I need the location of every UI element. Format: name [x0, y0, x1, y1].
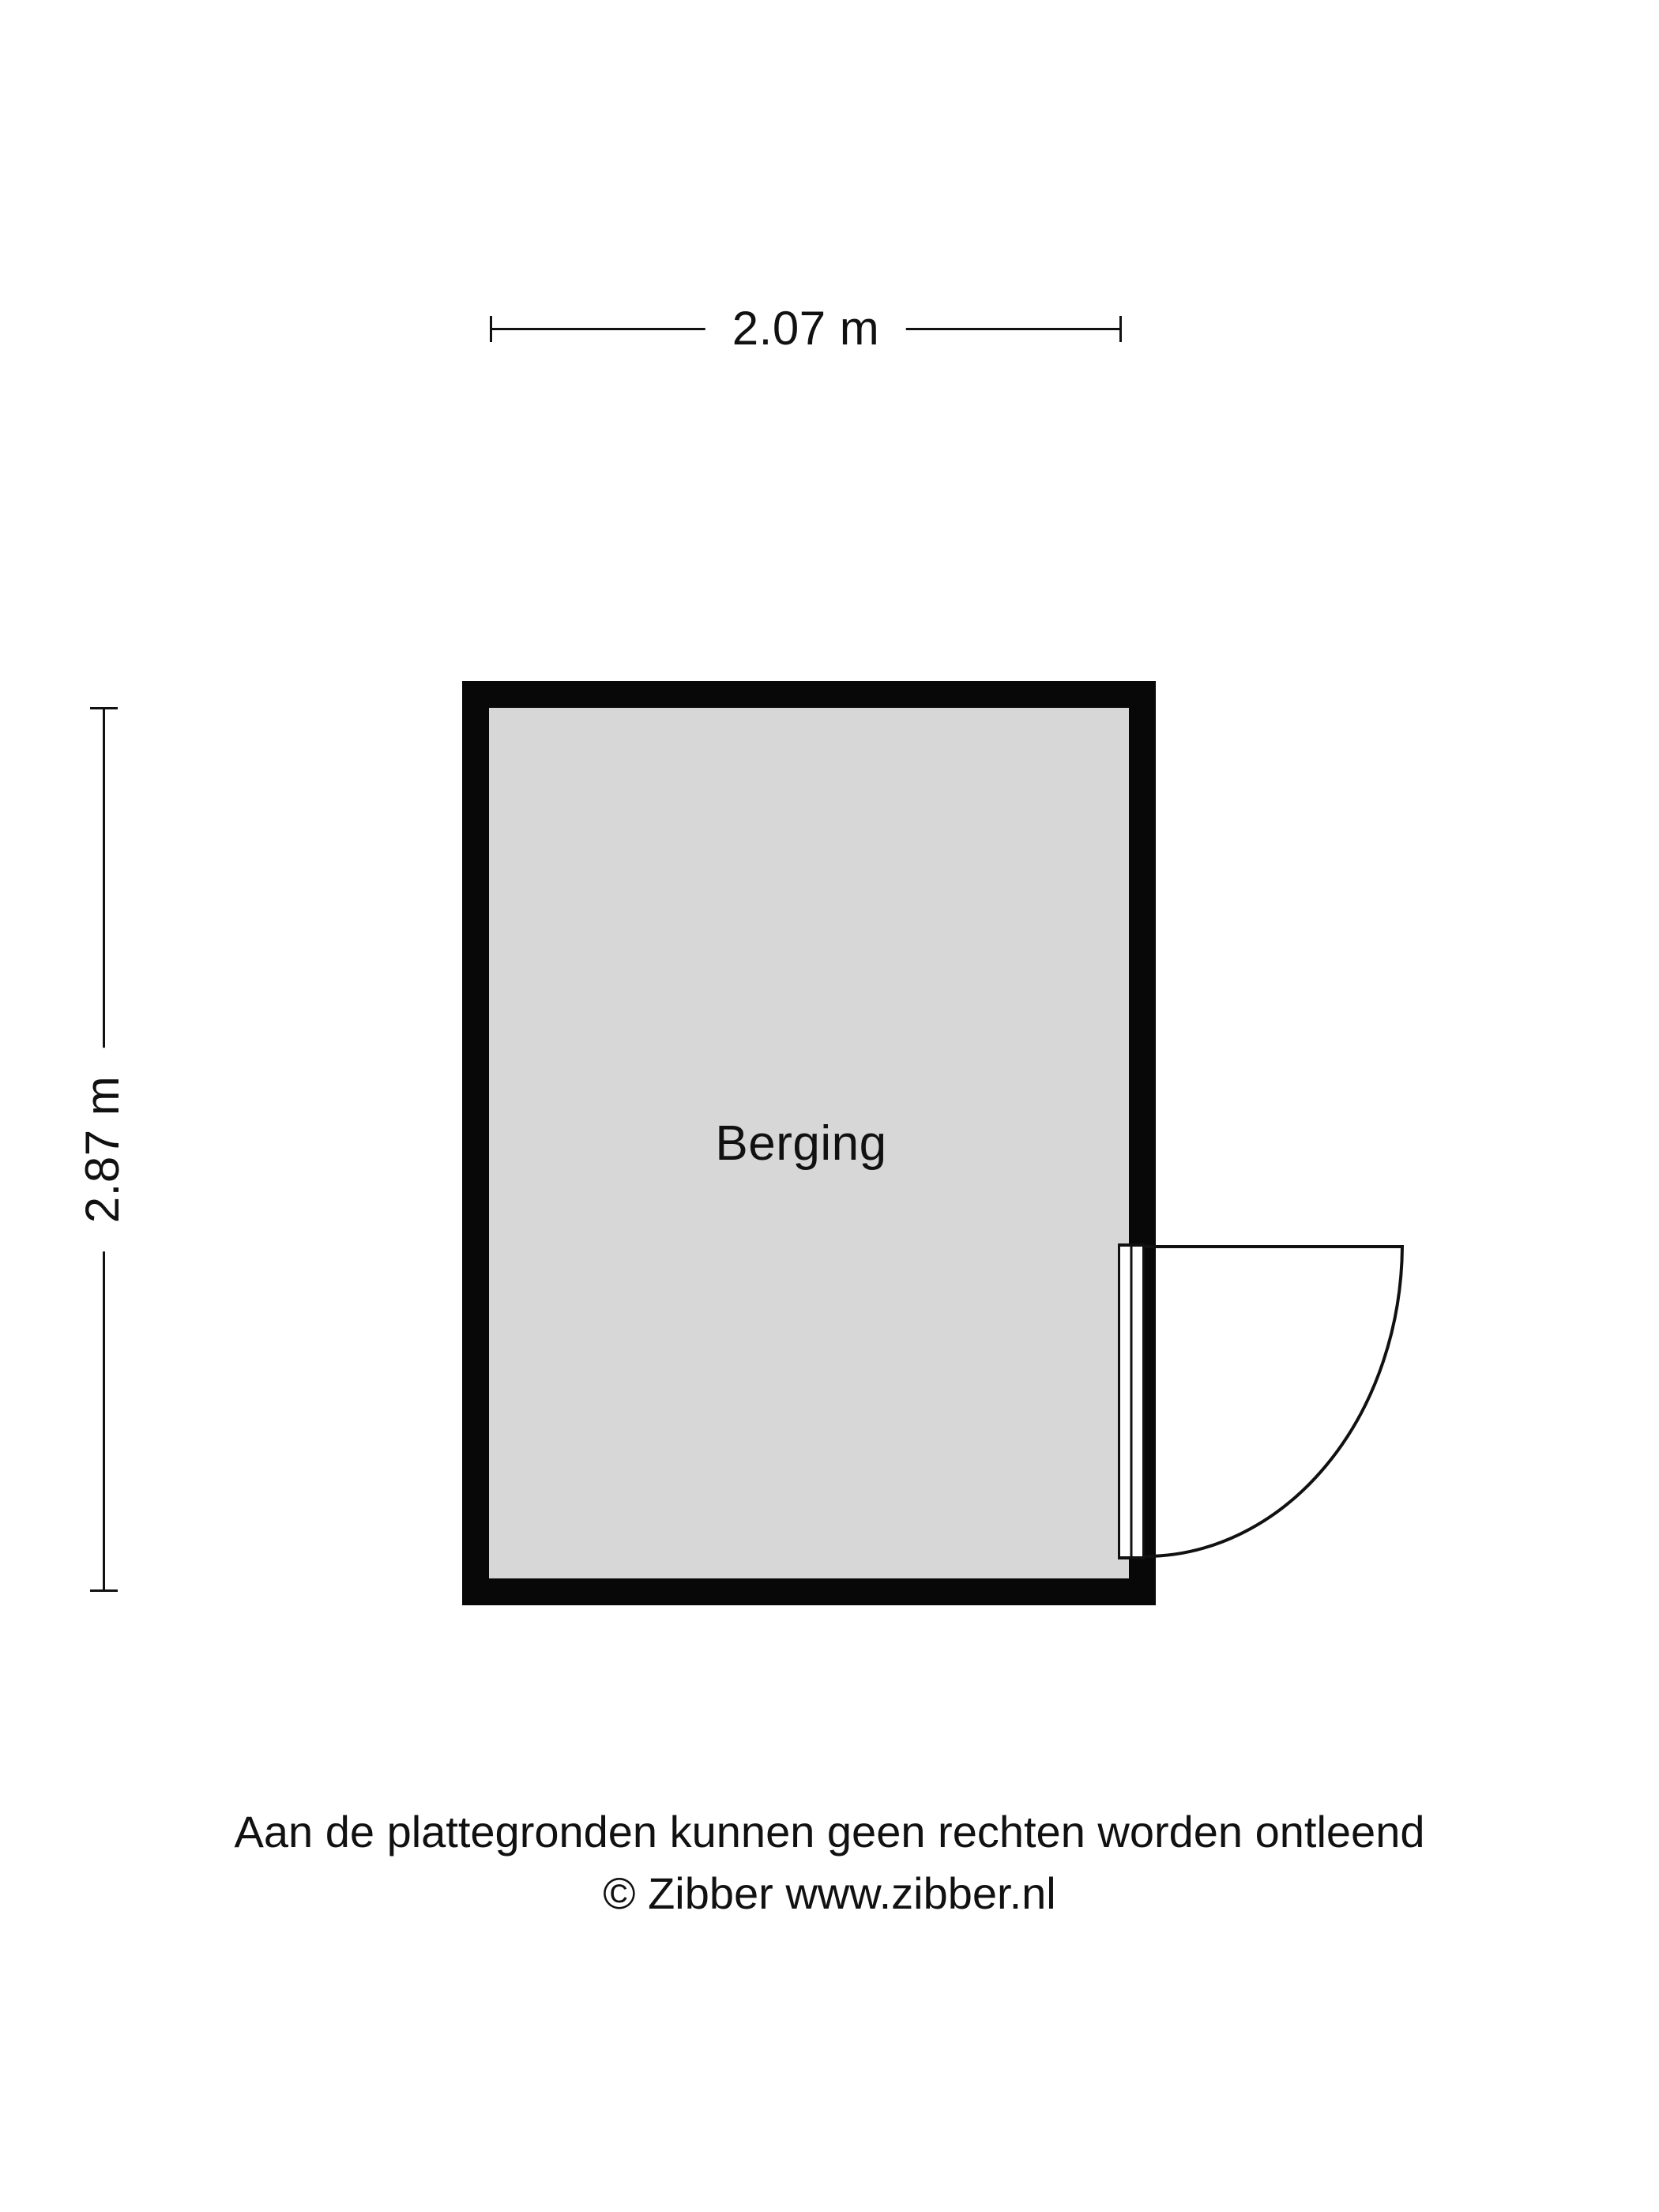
footer-credit-line: © Zibber www.zibber.nl [603, 1868, 1056, 1918]
door-frame-cap-bottom [1118, 1556, 1145, 1559]
door-swing-arc [1145, 1243, 1405, 1559]
room-berging [462, 681, 1156, 1605]
footer-disclaimer-line: Aan de plattegronden kunnen geen rechten worden ontleend [234, 1807, 1425, 1856]
footer-disclaimer [0, 1801, 1659, 1924]
width-dimension [490, 300, 1122, 356]
height-dimension [75, 707, 130, 1592]
width-dimension-label: 2.07 m [705, 300, 906, 357]
height-dimension-label: 2.87 m [67, 1048, 138, 1251]
height-dimension-cap-top [90, 707, 118, 709]
door-frame-cap-top [1118, 1243, 1145, 1247]
height-dimension-cap-bottom [90, 1589, 118, 1592]
width-dimension-cap-left [490, 316, 492, 342]
room-label: Berging [715, 1115, 887, 1171]
door-leaf [1118, 1243, 1145, 1559]
width-dimension-cap-right [1119, 316, 1122, 342]
door-swing-right [1118, 1243, 1410, 1559]
